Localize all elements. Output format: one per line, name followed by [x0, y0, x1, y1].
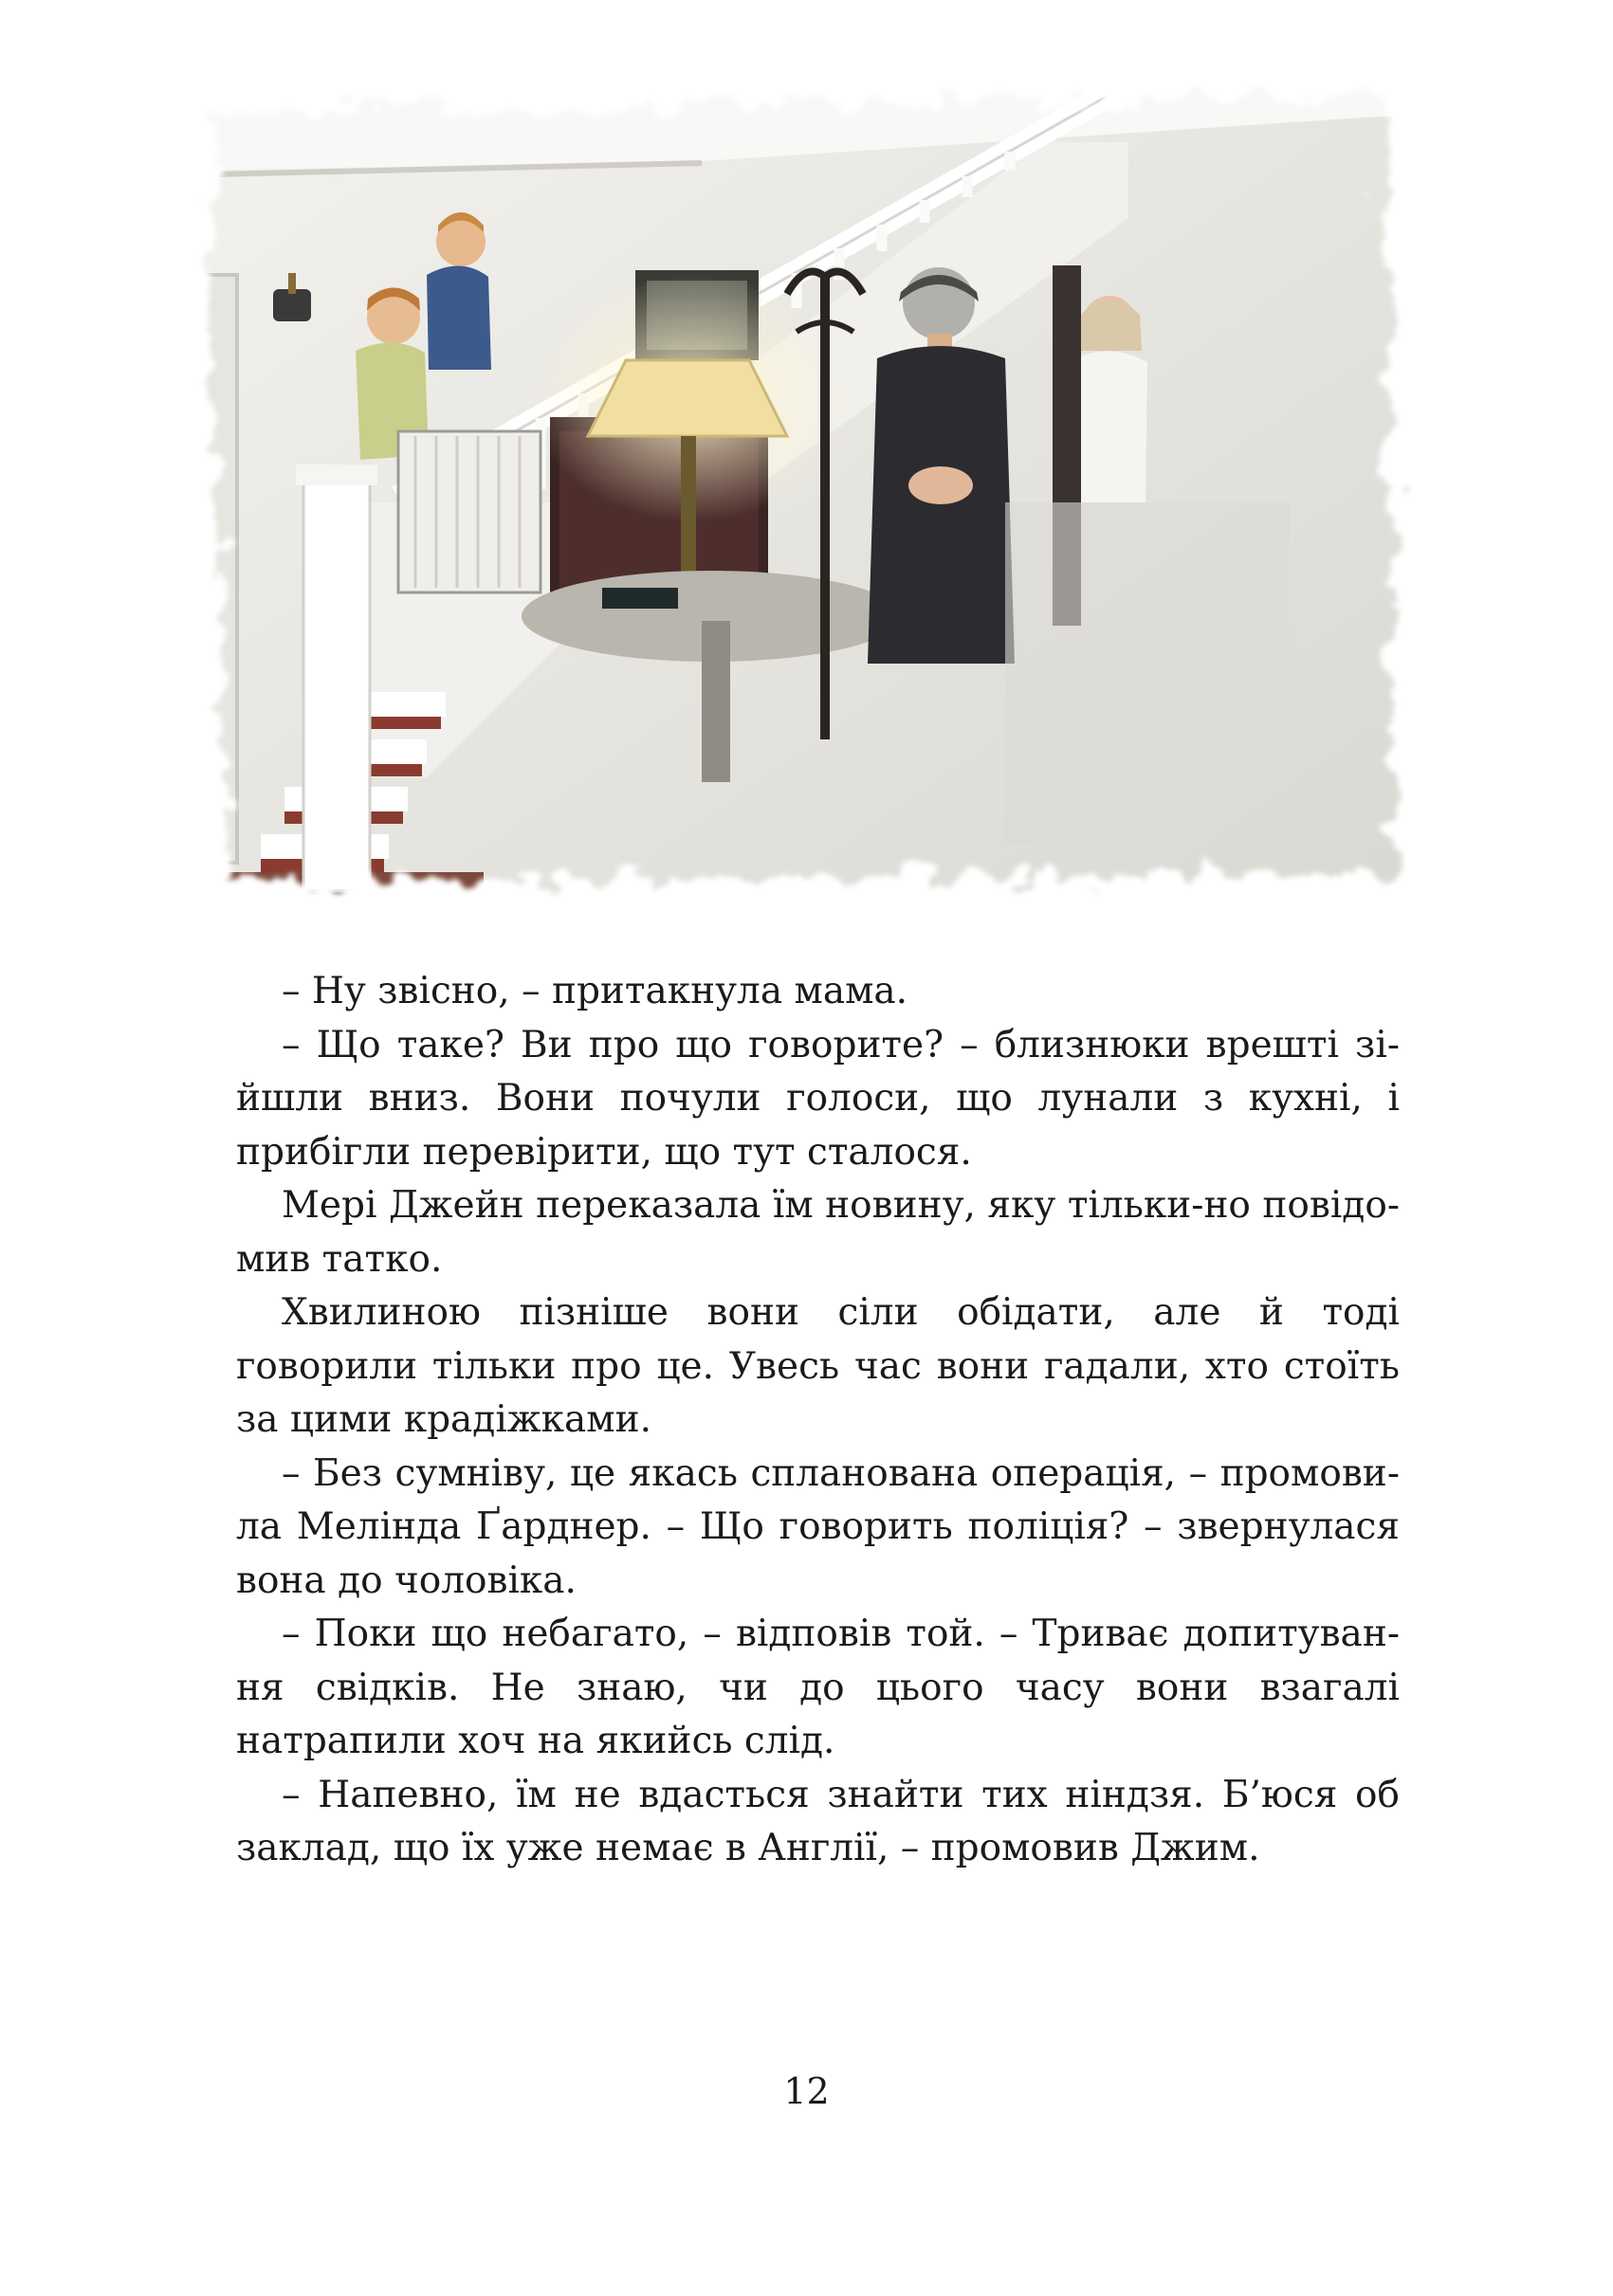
paragraph: – Поки що небагато, – відповів той. – Триває допитування свідків. Не знаю, чи до цього часу вони взагалі натрапили хоч на якийсь слід.	[236, 1613, 1400, 1762]
paragraph: – Ну звісно, – притакнула мама.	[282, 970, 908, 1012]
body-text	[236, 965, 1400, 1876]
staircase-illustration	[171, 57, 1422, 929]
paragraph: Мері Джейн переказала їм новину, яку тільки-но повідомив татко.	[236, 1184, 1400, 1281]
paragraph: – Що таке? Ви про що говорите? – близнюки врешті зійшли вниз. Вони почули голоси, що лунали з кухні, і прибігли перевірити, що тут сталося.	[236, 1023, 1400, 1174]
paragraph: – Напевно, їм не вдасться знайти тих ніндзя. Б’юся об заклад, що їх уже немає в Англії, – промовив Джим.	[236, 1773, 1400, 1869]
paragraph: Хвилиною пізніше вони сіли обідати, але й тоді говорили тільки про це. Увесь час вони гадали, хто стоїть за цими крадіжками.	[236, 1291, 1400, 1441]
paragraph: – Без сумніву, це якась спланована операція, – промовила Мелінда Ґарднер. – Що говорить поліція? – звернулася вона до чоловіка.	[236, 1451, 1400, 1602]
page-number: 12	[783, 2070, 830, 2112]
